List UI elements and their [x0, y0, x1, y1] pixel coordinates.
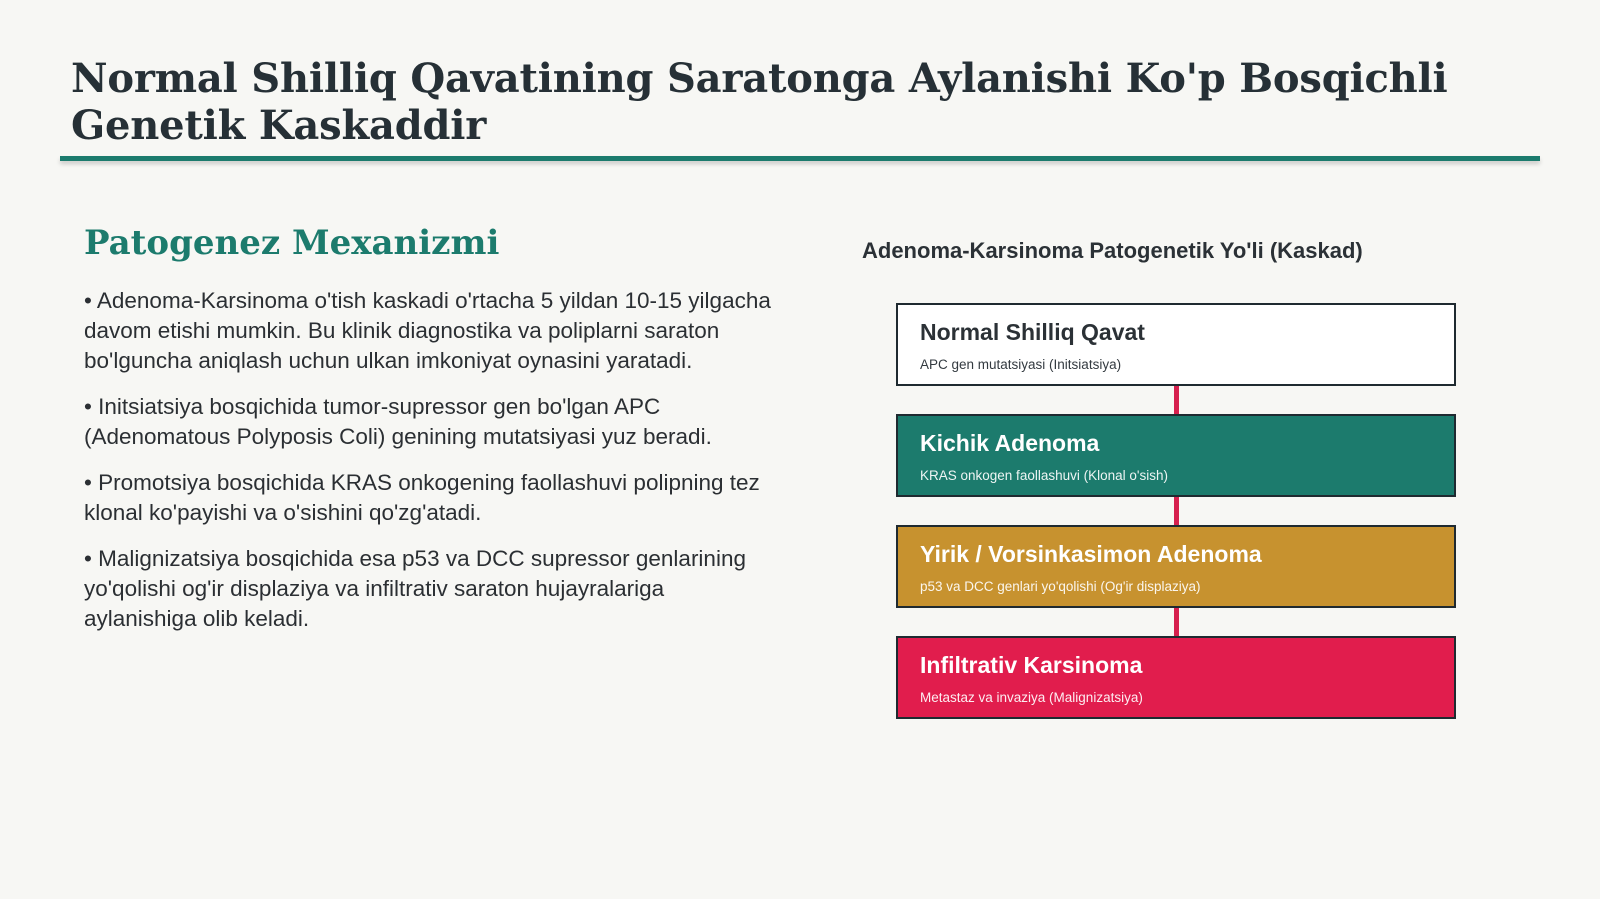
stage-description: Metastaz va invaziya (Malignizatsiya): [920, 690, 1143, 705]
connector-1: [1174, 386, 1179, 416]
section-heading: Patogenez Mexanizmi: [84, 223, 500, 263]
bullet-item-2: • Initsiatsiya bosqichida tumor-supressor gen bo'lgan APC (Adenomatous Polyposis Coli) genining mutatsiyasi yuz beradi.: [84, 394, 712, 449]
connector-2: [1174, 497, 1179, 527]
stage-description: APC gen mutatsiyasi (Initsiatsiya): [920, 357, 1122, 372]
bullet-item-4: • Malignizatsiya bosqichida esa p53 va DCC supressor genlarining yo'qolishi og'ir displaziya va infiltrativ saraton hujayralariga aylanishiga olib keladi.: [84, 546, 746, 631]
stage-name: Infiltrativ Karsinoma: [920, 652, 1143, 678]
stage-large-adenoma: [896, 525, 1456, 608]
stage-name: Yirik / Vorsinkasimon Adenoma: [920, 541, 1262, 567]
pathogenesis-panel: [84, 222, 774, 650]
bullet-item-3: • Promotsiya bosqichida KRAS onkogening faollashuvi polipning tez klonal ko'payishi va o'sishini qo'zg'atadi.: [84, 470, 760, 525]
stage-description: KRAS onkogen faollashuvi (Klonal o'sish): [920, 468, 1168, 483]
stage-name: Normal Shilliq Qavat: [920, 319, 1145, 345]
diagram-title: Adenoma-Karsinoma Patogenetik Yo'li (Kaskad): [862, 238, 1363, 263]
bullet-item-1: • Adenoma-Karsinoma o'tish kaskadi o'rtacha 5 yildan 10-15 yilgacha davom etishi mumkin. Bu klinik diagnostika va poliplarni saraton bo'lguncha aniqlash uchun ulkan imkoniyat oynasini yaratadi.: [84, 288, 771, 373]
stage-small-adenoma: [896, 414, 1456, 497]
bullet-list: [84, 286, 774, 634]
stage-name: Kichik Adenoma: [920, 430, 1100, 456]
slide-title: Normal Shilliq Qavatining Saratonga Aylanishi Ko'p Bosqichli Genetik Kaskaddir: [71, 55, 1448, 149]
stage-normal-mucosa: [896, 303, 1456, 386]
connector-3: [1174, 608, 1179, 638]
title-divider: [60, 156, 1540, 161]
stage-description: p53 va DCC genlari yo'qolishi (Og'ir displaziya): [920, 579, 1201, 594]
stage-invasive-carcinoma: [896, 636, 1456, 719]
